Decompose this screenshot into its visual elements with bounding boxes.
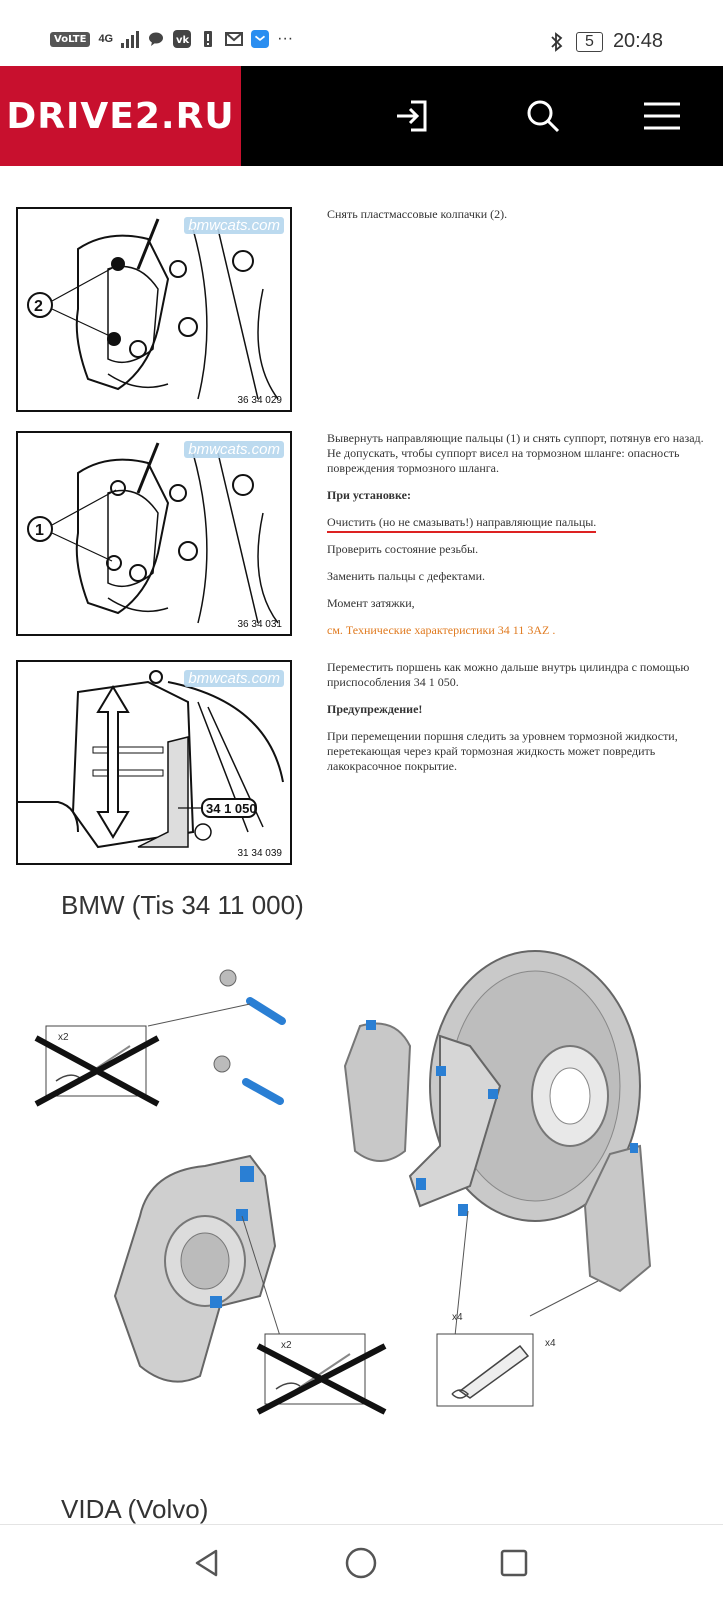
battery-level: 5 xyxy=(585,32,594,50)
step-text xyxy=(327,660,707,786)
site-header xyxy=(0,66,723,166)
brake-exploded-diagram xyxy=(0,946,723,1456)
instruction-step-1 xyxy=(16,207,706,412)
more-notifications-icon: ··· xyxy=(277,30,294,47)
svg-text:vk: vk xyxy=(176,35,190,46)
bluetooth-icon xyxy=(548,33,566,51)
figure-caliper-caps xyxy=(16,207,292,412)
next-section-title: VIDA (Volvo) xyxy=(61,1494,209,1524)
no-grease-box xyxy=(258,1334,385,1412)
signal-icon xyxy=(121,30,139,48)
step-text xyxy=(327,431,707,650)
app-notification-icon xyxy=(251,30,269,48)
highlighted-instruction: Очистить (но не смазывать!) направляющие пальцы. xyxy=(327,515,596,533)
back-icon[interactable] xyxy=(187,1543,227,1583)
alert-icon xyxy=(199,30,217,48)
home-icon[interactable] xyxy=(341,1543,381,1583)
figure-code: 36 34 031 xyxy=(237,619,282,630)
volte-indicator: VoLTE xyxy=(50,32,90,47)
step-paragraph: Переместить поршень как можно дальше внутрь цилиндра с помощью приспособления 34 1 050. xyxy=(327,660,690,689)
grease-box xyxy=(437,1312,556,1406)
clock: 20:48 xyxy=(612,30,663,52)
install-heading: При установке: xyxy=(327,488,411,502)
quantity-label: x2 xyxy=(281,1340,292,1351)
figure-code: 31 34 039 xyxy=(237,848,282,859)
article-content xyxy=(0,166,723,1524)
battery-icon xyxy=(576,32,603,52)
quantity-label: x4 xyxy=(545,1338,556,1349)
tool-callout: 34 1 050 xyxy=(206,801,257,816)
mail-icon xyxy=(225,30,243,48)
step-paragraph: Проверить состояние резьбы. xyxy=(327,542,479,556)
status-bar xyxy=(0,0,723,66)
step-paragraph: Заменить пальцы с дефектами. xyxy=(327,569,486,583)
section-title: BMW (Tis 34 11 000) xyxy=(61,890,304,920)
figure-piston-tool xyxy=(16,660,292,865)
chat-bubble-icon xyxy=(147,30,165,48)
instruction-step-2 xyxy=(16,431,706,636)
figure-guide-pins xyxy=(16,431,292,636)
recents-icon[interactable] xyxy=(494,1543,534,1583)
figure-code: 36 34 029 xyxy=(237,395,282,406)
menu-icon[interactable] xyxy=(638,92,686,140)
watermark: bmwcats.com xyxy=(184,670,284,687)
quantity-label: x4 xyxy=(452,1312,463,1323)
step-paragraph-highlighted xyxy=(327,515,707,530)
step-paragraph: Снять пластмассовые колпачки (2). xyxy=(327,207,508,221)
system-nav-bar xyxy=(0,1524,723,1601)
tech-specs-link[interactable]: см. Технические характеристики 34 11 3AZ . xyxy=(327,623,556,637)
step-paragraph: Момент затяжки, xyxy=(327,596,415,610)
network-type: 4G xyxy=(98,33,114,45)
login-icon[interactable] xyxy=(389,92,437,140)
quantity-label: x2 xyxy=(58,1032,69,1043)
figure-callout: 1 xyxy=(35,522,44,539)
step-paragraph: При перемещении поршня следить за уровнем тормозной жидкости, перетекающая через край тормозная жидкость может повредить лакокрасочное покрытие. xyxy=(327,729,678,773)
figure-callout: 2 xyxy=(34,298,43,315)
site-logo[interactable]: DRIVE2.RU xyxy=(0,66,241,166)
watermark: bmwcats.com xyxy=(184,217,284,234)
step-paragraph: Вывернуть направляющие пальцы (1) и снять суппорт, потянув его назад. Не допускать, чтобы суппорт висел на тормозном шланге: опасность повреждения тормозного шланга. xyxy=(327,431,704,475)
search-icon[interactable] xyxy=(519,92,567,140)
warning-heading: Предупреждение! xyxy=(327,702,423,716)
instruction-step-3 xyxy=(16,660,706,865)
watermark: bmwcats.com xyxy=(184,441,284,458)
vk-icon xyxy=(173,30,191,48)
no-grease-box xyxy=(36,1026,158,1104)
step-text xyxy=(327,207,707,234)
